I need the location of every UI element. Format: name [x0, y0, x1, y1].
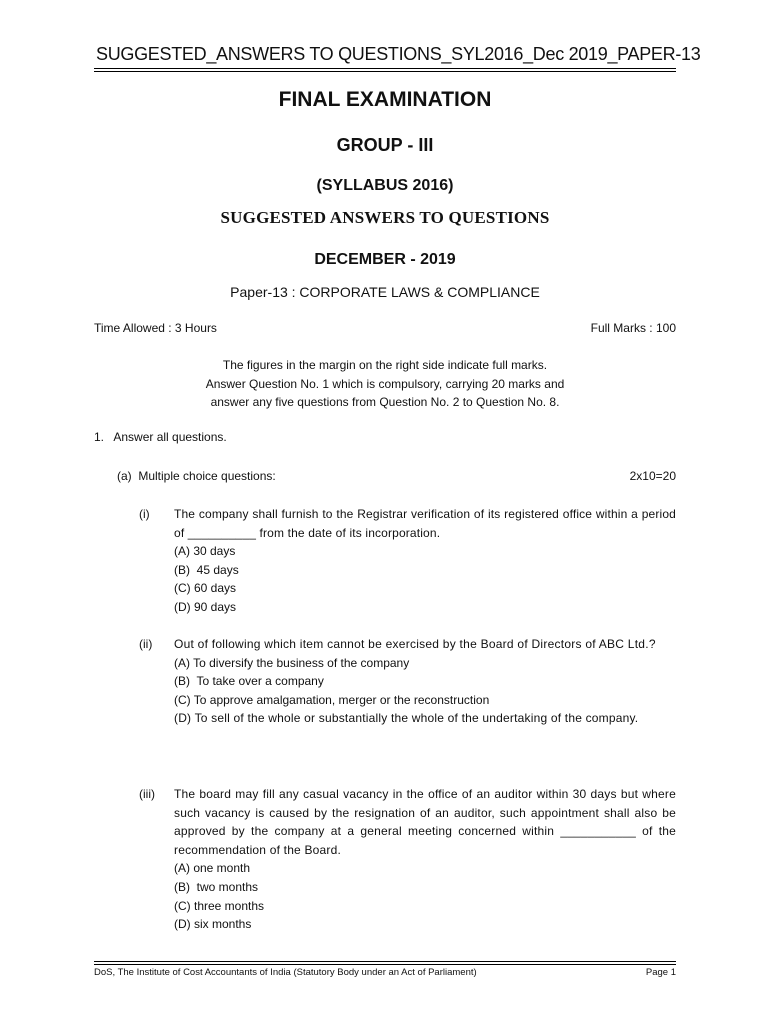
- mcq-option: (D) six months: [174, 917, 252, 932]
- mcq-option: (C) 60 days: [174, 581, 237, 596]
- mcq-number: (iii): [139, 787, 155, 801]
- mcq-option: (B) two months: [174, 879, 259, 894]
- footer-institution: DoS, The Institute of Cost Accountants of India (Statutory Body under an Act of Parliament): [94, 967, 477, 978]
- question-1a-row: [117, 469, 676, 483]
- question-1-heading: 1. Answer all questions.: [94, 430, 227, 444]
- question-1a-label: (a) Multiple choice questions:: [117, 469, 276, 483]
- mcq-option: (B) 45 days: [174, 562, 239, 577]
- mcq-number: (ii): [139, 637, 153, 651]
- footer-divider: [94, 961, 676, 965]
- page-number: Page 1: [645, 967, 676, 978]
- mcq-option: (B) To take over a company: [174, 674, 324, 689]
- instructions: [94, 356, 676, 412]
- time-allowed: Time Allowed : 3 Hours: [94, 321, 217, 335]
- mcq-option: (D) To sell of the whole or substantially the whole of the undertaking of the company.: [174, 711, 639, 726]
- group-title: GROUP - III: [336, 135, 434, 155]
- instruction-line: answer any five questions from Question No. 2 to Question No. 8.: [210, 395, 560, 409]
- mcq-option: (D) 90 days: [174, 599, 237, 614]
- running-header: SUGGESTED_ANSWERS TO QUESTIONS_SYL2016_Dec 2019_PAPER-13: [96, 44, 701, 64]
- header-divider: [94, 68, 676, 72]
- mcq-option: (C) three months: [174, 898, 265, 913]
- instruction-line: Answer Question No. 1 which is compulsory, carrying 20 marks and: [205, 376, 565, 391]
- mcq-number: (i): [139, 507, 150, 521]
- session-title: DECEMBER - 2019: [314, 251, 456, 268]
- paper-title: Paper-13 : CORPORATE LAWS & COMPLIANCE: [230, 284, 540, 300]
- mcq-body: [174, 785, 676, 934]
- mcq-question-text: The company shall furnish to the Registrar verification of its registered office within a period of __________ from the date of its incorporation.: [174, 507, 676, 540]
- instruction-line: The figures in the margin on the right side indicate full marks.: [222, 358, 548, 372]
- mcq-body: [174, 505, 676, 617]
- suggested-answers-title: SUGGESTED ANSWERS TO QUESTIONS: [220, 208, 550, 227]
- full-marks: Full Marks : 100: [590, 321, 676, 335]
- mcq-option: (C) To approve amalgamation, merger or the reconstruction: [174, 692, 490, 707]
- mcq-question-text: The board may fill any casual vacancy in the office of an auditor within 30 days but where such vacancy is caused by the resignation of an auditor, such appointment shall also be approved by the company at a general meeting concerned within ___________ of the recommendation of the Board.: [174, 787, 676, 857]
- question-1a-marks: 2x10=20: [629, 469, 676, 483]
- syllabus-title: (SYLLABUS 2016): [316, 177, 454, 194]
- mcq-question-text: Out of following which item cannot be exercised by the Board of Directors of ABC Ltd.?: [174, 637, 656, 651]
- mcq-option: (A) one month: [174, 861, 251, 876]
- mcq-body: [174, 635, 676, 728]
- mcq-option: (A) 30 days: [174, 544, 236, 559]
- mcq-option: (A) To diversify the business of the company: [174, 655, 410, 670]
- exam-title: FINAL EXAMINATION: [278, 88, 492, 111]
